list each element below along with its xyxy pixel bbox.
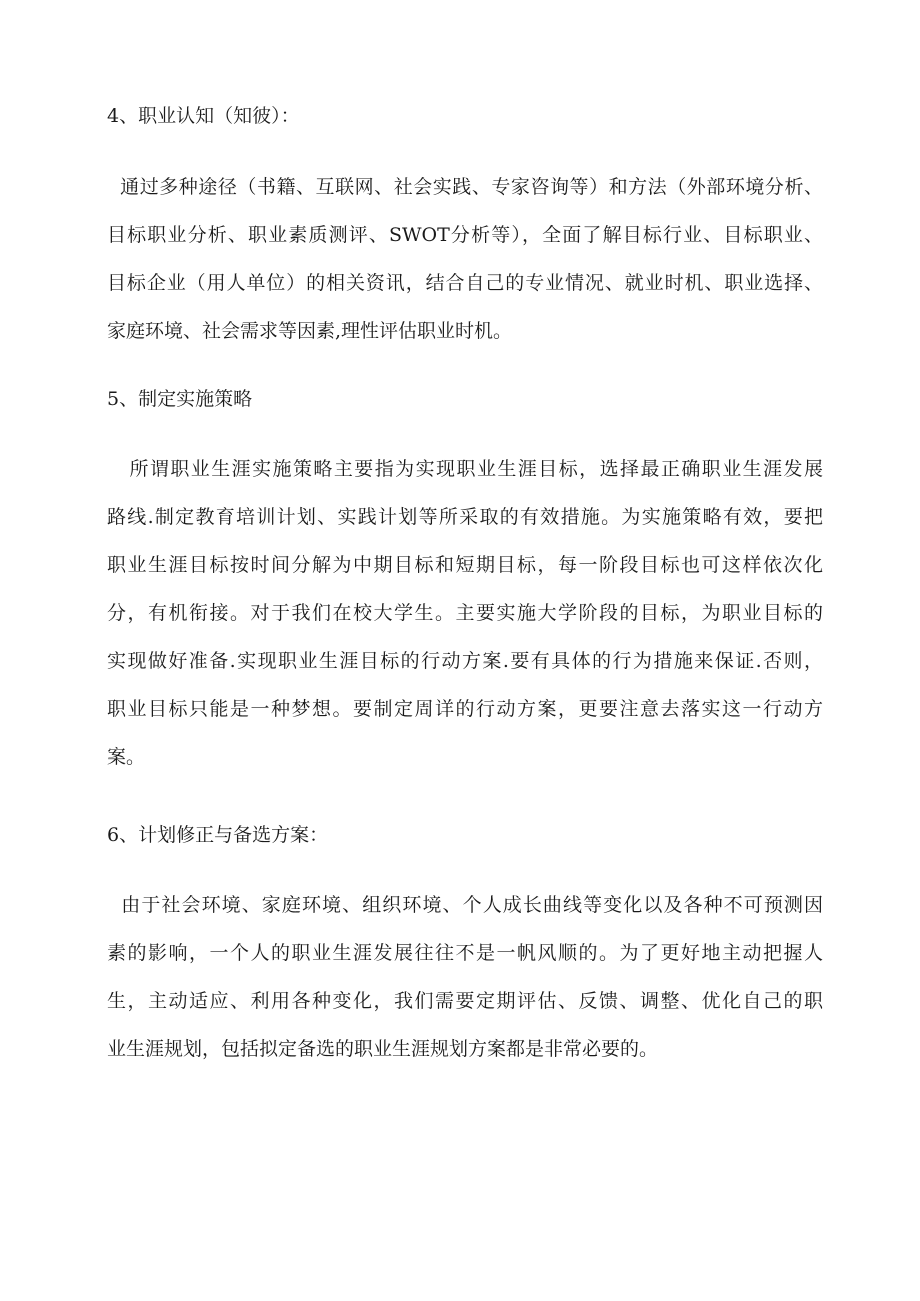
paragraph-line: 职业生涯目标按时间分解为中期目标和短期目标，每一阶段目标也可这样依次化 bbox=[107, 554, 823, 576]
paragraph-line: 实现做好准备.实现职业生涯目标的行动方案.要有具体的行为措施来保证.否则， bbox=[107, 650, 823, 672]
paragraph-line: 分，有机衔接。对于我们在校大学生。主要实施大学阶段的目标，为职业目标的 bbox=[107, 602, 823, 624]
paragraph-line: 职业目标只能是一种梦想。要制定周详的行动方案，更要注意去落实这一行动方 bbox=[107, 698, 823, 720]
paragraph-line: 目标企业（用人单位）的相关资讯，结合自己的专业情况、就业时机、职业选择、 bbox=[107, 272, 823, 294]
section-body-plan-revision bbox=[107, 881, 823, 1073]
paragraph-line: 家庭环境、社会需求等因素,理性评估职业时机。 bbox=[107, 320, 513, 342]
paragraph-line: 路线.制定教育培训计划、实践计划等所采取的有效措施。为实施策略有效，要把 bbox=[107, 506, 823, 528]
paragraph-line: 由于社会环境、家庭环境、组织环境、个人成长曲线等变化以及各种不可预测因 bbox=[107, 894, 823, 916]
section-heading-plan-revision: 6、计划修正与备选方案： bbox=[107, 824, 329, 846]
paragraph-line: 案。 bbox=[107, 746, 146, 768]
paragraph-line: 通过多种途径（书籍、互联网、社会实践、专家咨询等）和方法（外部环境分析、 bbox=[107, 176, 823, 198]
paragraph-line: 所谓职业生涯实施策略主要指为实现职业生涯目标，选择最正确职业生涯发展 bbox=[107, 458, 823, 480]
paragraph-line: 生，主动适应、利用各种变化，我们需要定期评估、反馈、调整、优化自己的职 bbox=[107, 990, 823, 1012]
paragraph-line: 目标职业分析、职业素质测评、SWOT分析等），全面了解目标行业、目标职业、 bbox=[107, 224, 823, 246]
section-heading-career-cognition: 4、职业认知（知彼）： bbox=[107, 105, 300, 127]
section-body-career-cognition bbox=[107, 163, 823, 355]
section-heading-implementation-strategy: 5、制定实施策略 bbox=[107, 388, 253, 410]
paragraph-line: 业生涯规划，包括拟定备选的职业生涯规划方案都是非常必要的。 bbox=[107, 1038, 659, 1060]
section-body-implementation-strategy bbox=[107, 445, 823, 781]
paragraph-line: 素的影响，一个人的职业生涯发展往往不是一帆风顺的。为了更好地主动把握人 bbox=[107, 942, 823, 964]
